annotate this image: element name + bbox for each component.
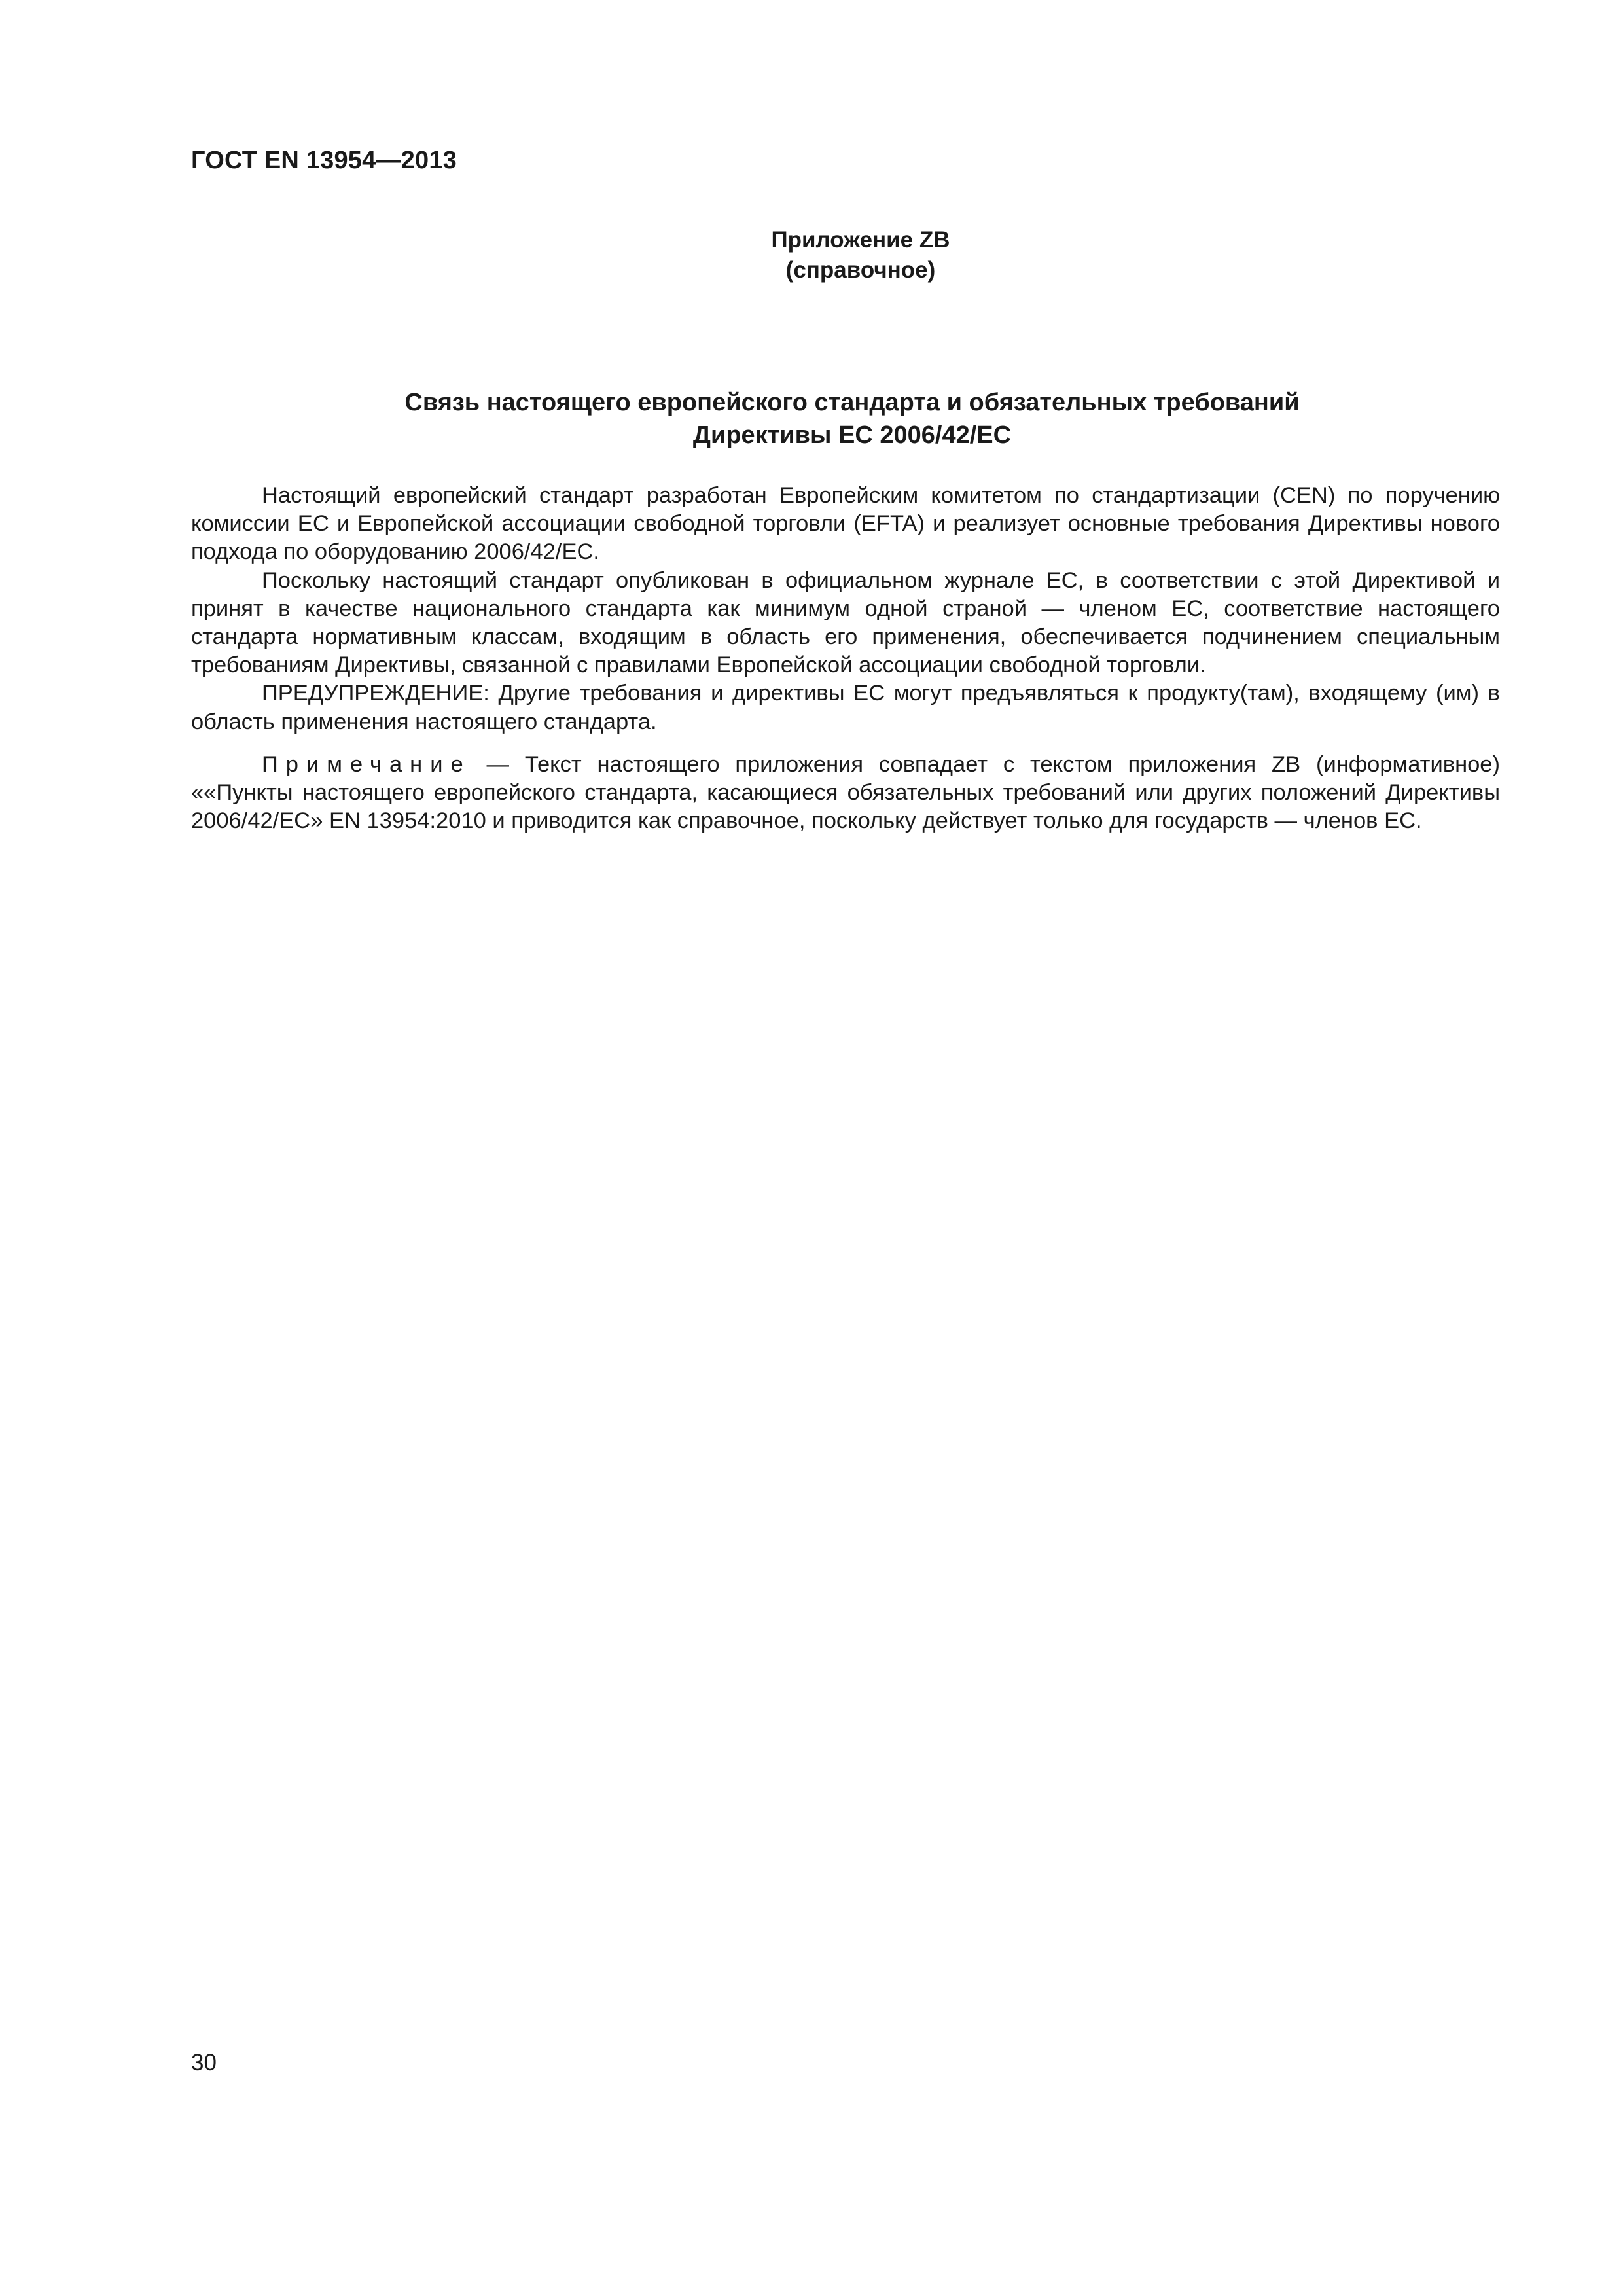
note-paragraph	[191, 751, 1500, 836]
annex-title: Приложение ZB	[771, 227, 950, 253]
note-text: — Текст настоящего приложения совпадает с текстом приложения ZB (информативное) ««Пункты настоящего европейского стандарта, касающиеся обязательных требований или других положений Директивы 2006/42/ЕС» EN 13954:2010 и приводится как справочное, поскольку действует только для государств — членов ЕС.	[191, 751, 1500, 834]
annex-status: (справочное)	[785, 257, 936, 283]
page-number: 30	[191, 2050, 217, 2075]
paragraph-2: Поскольку настоящий стандарт опубликован в официальном журнале ЕС, в соответствии с этой Директивой и принят в качестве национального стандарта как минимум одной страной — членом ЕС, соответствие настоящего стандарта нормативным классам, входящим в область его применения, обеспечивается подчинением специальным требованиям Директивы, связанной с правилами Европейской ассоциации свободной торговли.	[191, 567, 1500, 678]
body-text	[191, 482, 1500, 835]
paragraph-1: Настоящий европейский стандарт разработан Европейским комитетом по стандартизации (CEN) по поручению комиссии ЕС и Европейской ассоциации свободной торговли (EFTA) и реализует основные требования Директивы нового подхода по оборудованию 2006/42/ЕС.	[191, 483, 1500, 565]
annex-heading	[191, 386, 1513, 452]
note-lead: Примечание	[262, 751, 471, 777]
document-header: ГОСТ EN 13954—2013	[191, 147, 457, 174]
paragraph-3: ПРЕДУПРЕЖДЕНИЕ: Другие требования и директивы ЕС могут предъявляться к продукту(там), входящему (им) в область применения настоящего стандарта.	[191, 681, 1500, 734]
annex-heading-line1: Связь настоящего европейского стандарта и обязательных требований	[404, 389, 1300, 416]
annex-heading-line2: Директивы ЕС 2006/42/ЕС	[692, 422, 1012, 449]
annex-label-block	[0, 225, 1623, 285]
